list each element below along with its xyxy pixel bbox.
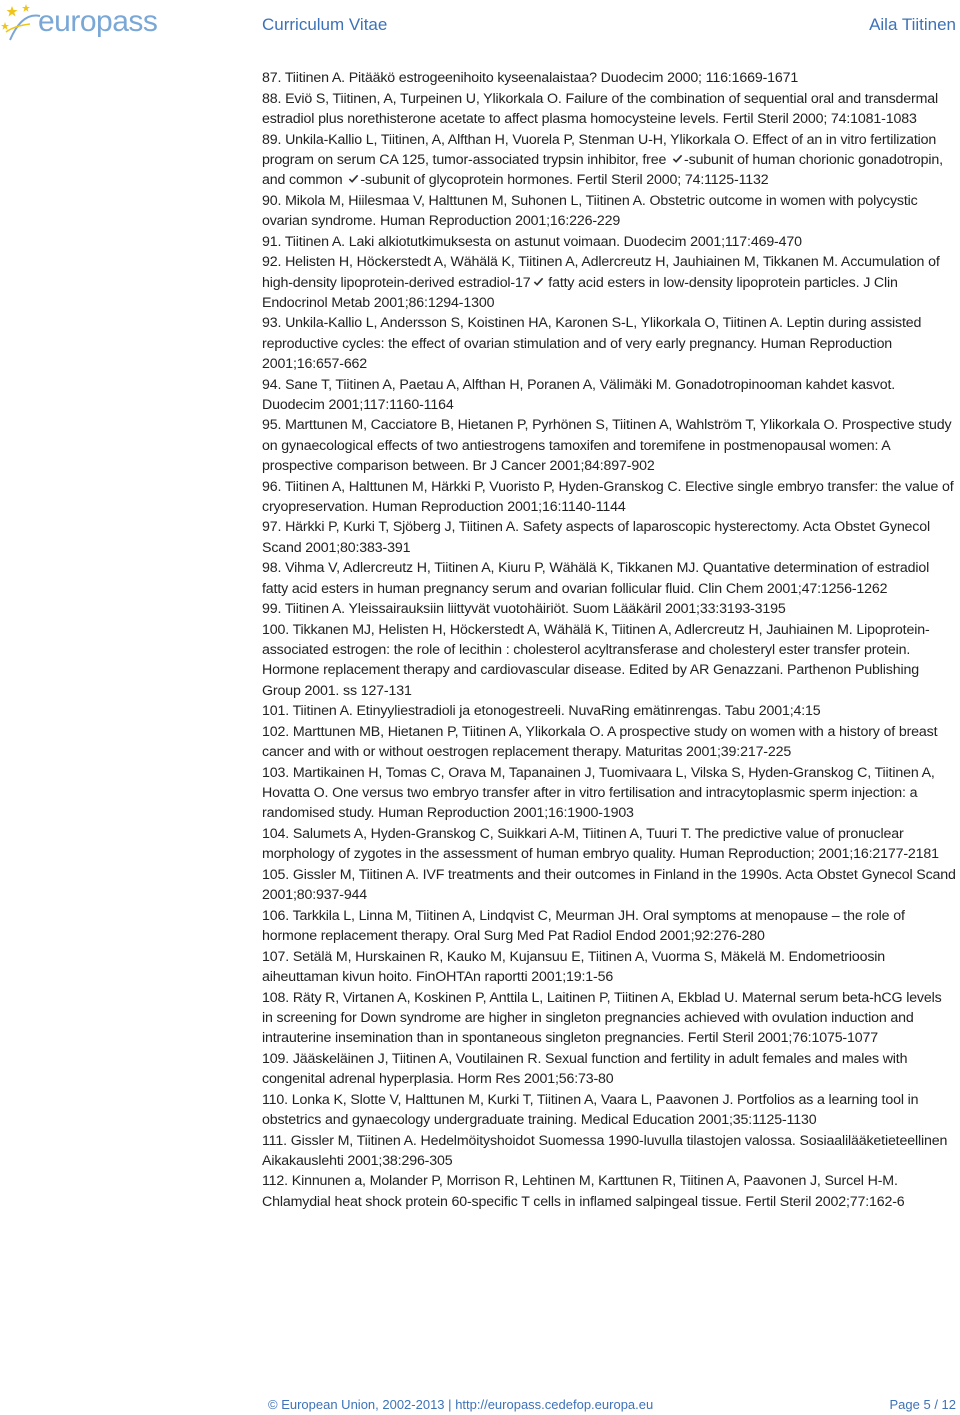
- publication-text: -subunit of glycoprotein hormones. Fertil Steril 2000; 74:1125-1132: [360, 172, 769, 189]
- publication-number: 99.: [262, 601, 285, 618]
- publication-entry: [262, 1090, 956, 1130]
- publication-number: 106.: [262, 907, 293, 924]
- publication-entry: [262, 701, 956, 721]
- publication-text: Vihma V, Adlercreutz H, Tiitinen A, Kiuru P, Wähälä K, Tikkanen MJ. Quantative determination of estradiol fatty acid esters in human pregnancy serum and ovarian follicular fluid. Clin Chem 2001;47:1256-1262: [262, 560, 930, 597]
- publication-text: Tiitinen A. Yleissairauksiin liittyvät vuotohäiriöt. Suom Lääkäril 2001;33:3193-3195: [284, 601, 786, 618]
- publication-number: 111.: [262, 1132, 291, 1149]
- publication-text: Tiitinen A. Laki alkiotutkimuksesta on astunut voimaan. Duodecim 2001;117:469-470: [284, 233, 802, 250]
- publication-text: Salumets A, Hyden-Granskog C, Suikkari A-M, Tiitinen A, Tuuri T. The predictive value of pronuclear morphology of zygotes in the assessment of human embryo quality. Human Reproduction; 2001;16:2177-2181: [262, 826, 939, 863]
- publication-text: Lonka K, Slotte V, Halttunen M, Kurki T, Tiitinen A, Vaara L, Paavonen J. Portfolios as a learning tool in obstetrics and gynaecology undergraduate training. Medical Education 2001;35:1125-1130: [262, 1091, 919, 1128]
- publication-text: Sane T, Tiitinen A, Paetau A, Alfthan H, Poranen A, Välimäki M. Gonadotropinooman kahdet kasvot. Duodecim 2001;117:1160-1164: [262, 376, 896, 413]
- publication-entry: [262, 313, 956, 374]
- publication-number: 95.: [262, 417, 286, 434]
- publication-entry: [262, 599, 956, 619]
- page-header: [0, 0, 960, 52]
- publication-number: 101.: [262, 703, 293, 720]
- copyright-text: © European Union, 2002-2013: [268, 1397, 445, 1412]
- publication-entry: [262, 191, 956, 231]
- check-symbol-icon: [346, 170, 360, 182]
- publication-text: Räty R, Virtanen A, Koskinen P, Anttila L, Laitinen P, Tiitinen A, Ekblad U. Maternal serum beta-hCG levels in screening for Down syndrome are higher in singleton pregnancies achieved with ovulation induction and intrauterine insemination than in spontaneous singleton pregnancies. Fertil Steril 2001;76:1075-1077: [262, 989, 942, 1047]
- publication-number: 93.: [262, 315, 286, 332]
- publication-number: 87.: [262, 70, 285, 86]
- publication-entry: [262, 517, 956, 557]
- publication-text: Tiitinen A. Etinyyliestradioli ja etonogestreeli. NuvaRing emätinrengas. Tabu 2001;4:15: [292, 703, 821, 720]
- publication-number: 107.: [262, 948, 293, 965]
- publication-number: 94.: [262, 376, 286, 393]
- publication-number: 88.: [262, 90, 286, 107]
- person-name: Aila Tiitinen: [869, 15, 956, 34]
- publication-text: Martikainen H, Tomas C, Orava M, Tapanainen J, Tuomivaara L, Vilska S, Hyden-Granskog C, Tiitinen A, Hovatta O. One versus two embryo transfer after in vitro fertilisation and intracytoplasmic sperm injection: a randomised study. Human Reproduction 2001;16:1900-1903: [262, 764, 935, 822]
- publication-entry: [262, 68, 956, 88]
- publication-number: 112.: [262, 1173, 292, 1190]
- europass-logo: [0, 2, 158, 46]
- publication-entry: [262, 232, 956, 252]
- publication-text: Kinnunen a, Molander P, Morrison R, Lehtinen M, Karttunen R, Tiitinen A, Paavonen J, Surcel H-M. Chlamydial heat shock protein 60-specific T cells in inflamed salpingeal tissue. Fertil Steril 2002;77:162-6: [262, 1173, 905, 1210]
- publication-number: 103.: [262, 764, 293, 781]
- publication-text: Tikkanen MJ, Helisten H, Höckerstedt A, Wähälä K, Tiitinen A, Adlercreutz H, Jauhiainen M. Lipoprotein-associated estrogen: the role of lecithin : cholesterol acyltransferase and cholesteryl ester transfer protein. Hormone replacement therapy and cardiovascular disease. Edited by AR Genazzani. Parthenon Publishing Group 2001. ss 127-131: [262, 621, 930, 699]
- publication-number: 96.: [262, 478, 285, 495]
- publication-text: Tiitinen A. Pitääkö estrogeenihoito kyseenalaistaa? Duodecim 2000; 116:1669-1671: [284, 70, 799, 86]
- publication-entry: [262, 763, 956, 824]
- publication-text: Tiitinen A, Halttunen M, Härkki P, Vuoristo P, Hyden-Granskog C. Elective single embryo transfer: the value of cryopreservation. Human Reproduction 2001;16:1140-1144: [262, 478, 954, 515]
- publication-entry: [262, 824, 956, 864]
- publication-entry: [262, 988, 956, 1049]
- publication-text: Gissler M, Tiitinen A. Hedelmöityshoidot Suomessa 1990-luvulla tilastojen valossa. Sosiaalilääketieteellinen Aikakauslehti 2001;38:296-305: [262, 1132, 948, 1169]
- check-symbol-icon: [670, 150, 684, 162]
- publication-text: Mikola M, Hiilesmaa V, Halttunen M, Suhonen L, Tiitinen A. Obstetric outcome in women with polycystic ovarian syndrome. Human Reproduction 2001;16:226-229: [262, 192, 918, 229]
- logo-text: europass: [38, 5, 158, 38]
- publication-entry: [262, 415, 956, 476]
- publication-text: Unkila-Kallio L, Tiitinen, A, Alfthan H, Vuorela P, Stenman U-H, Ylikorkala O. Effect of an in vitro fertilization program on serum CA 125, tumor-associated trypsin inhibitor, free: [262, 131, 937, 168]
- publication-text: Marttunen MB, Hietanen P, Tiitinen A, Ylikorkala O. A prospective study on women with a history of breast cancer and with or without oestrogen replacement therapy. Maturitas 2001;39:217-225: [262, 724, 938, 761]
- publication-number: 92.: [262, 254, 286, 271]
- publication-text: -subunit of human chorionic gonadotropin, and common: [262, 151, 943, 189]
- publication-text: fatty acid esters in low-density lipoprotein particles. J Clin Endocrinol Metab 2001;86:1294-1300: [262, 274, 898, 311]
- publication-entry: [262, 477, 956, 517]
- publication-entry: [262, 865, 956, 905]
- publication-entry: [262, 906, 956, 946]
- publication-number: 91.: [262, 233, 285, 250]
- publication-entry: [262, 375, 956, 415]
- publication-entry: [262, 620, 956, 701]
- publication-number: 97.: [262, 519, 286, 536]
- publication-text: Unkila-Kallio L, Andersson S, Koistinen HA, Karonen S-L, Ylikorkala O, Tiitinen A. Leptin during assisted reproductive cycles: the effect of ovarian stimulation and of very early pregnancy. Human Reproduction 2001;16:657-662: [262, 315, 922, 372]
- page-number: Page 5 / 12: [889, 1397, 956, 1412]
- publication-number: 109.: [262, 1050, 293, 1067]
- publication-entry: [262, 1131, 956, 1171]
- publication-text: Tarkkila L, Linna M, Tiitinen A, Lindqvist C, Meurman JH. Oral symptoms at menopause – the role of hormone replacement therapy. Oral Surg Med Pat Radiol Endod 2001;92:276-280: [262, 907, 905, 945]
- publication-entry: [262, 558, 956, 598]
- page-footer: [0, 1389, 960, 1412]
- publication-text: Jääskeläinen J, Tiitinen A, Voutilainen R. Sexual function and fertility in adult females and males with congenital adrenal hyperplasia. Horm Res 2001;56:73-80: [262, 1050, 908, 1087]
- publication-text: Eviö S, Tiitinen, A, Turpeinen U, Ylikorkala O. Failure of the combination of sequential oral and transdermal estradiol plus norethisterone acetate to affect plasma homocysteine levels. Fertil Steril 2000; 74:1081-1083: [262, 90, 938, 127]
- publication-number: 104.: [262, 826, 293, 843]
- publication-entry: [262, 1171, 956, 1211]
- publication-number: 102.: [262, 724, 293, 740]
- publication-list: [262, 68, 956, 1212]
- publication-text: Marttunen M, Cacciatore B, Hietanen P, Pyrhönen S, Tiitinen A, Wahlström T, Ylikorkala O. Prospective study on gynaecological effects of two antiestrogens tamoxifen and toremifene in postmenopausal women: A prospective comparison between. Br J Cancer 2001;84:897-902: [262, 417, 952, 474]
- publication-entry: [262, 89, 956, 129]
- publication-number: 100.: [262, 621, 293, 638]
- publication-entry: [262, 947, 956, 987]
- document-title: Curriculum Vitae: [262, 15, 388, 34]
- publication-number: 89.: [262, 131, 286, 148]
- publication-text: Härkki P, Kurki T, Sjöberg J, Tiitinen A. Safety aspects of laparoscopic hysterectomy. Acta Obstet Gynecol Scand 2001;80:383-391: [262, 519, 930, 556]
- publication-number: 105.: [262, 866, 293, 883]
- publication-text: Helisten H, Höckerstedt A, Wähälä K, Tiitinen A, Adlercreutz H, Jauhiainen M, Tikkanen M. Accumulation of high-density lipoprotein-derived estradiol-17: [262, 254, 940, 291]
- footer-copyright: [268, 1397, 653, 1412]
- publication-number: 98.: [262, 560, 286, 577]
- footer-separator: |: [448, 1397, 452, 1412]
- check-symbol-icon: [531, 273, 545, 285]
- publication-number: 90.: [262, 192, 286, 209]
- publication-text: Setälä M, Hurskainen R, Kauko M, Kujansuu E, Tiitinen A, Vuorma S, Mäkelä M. Endometrioosin aiheuttaman kivun hoito. FinOHTAn raportti 2001;19:1-56: [262, 948, 886, 985]
- publication-entry: [262, 1049, 956, 1089]
- publication-entry: [262, 722, 956, 762]
- publication-entry: [262, 252, 956, 313]
- europass-link[interactable]: http://europass.cedefop.europa.eu: [455, 1397, 654, 1412]
- publication-number: 108.: [262, 989, 293, 1006]
- publication-number: 110.: [262, 1091, 292, 1108]
- publication-entry: [262, 130, 956, 191]
- publication-text: Gissler M, Tiitinen A. IVF treatments and their outcomes in Finland in the 1990s. Acta Obstet Gynecol Scand 2001;80:937-944: [262, 866, 956, 904]
